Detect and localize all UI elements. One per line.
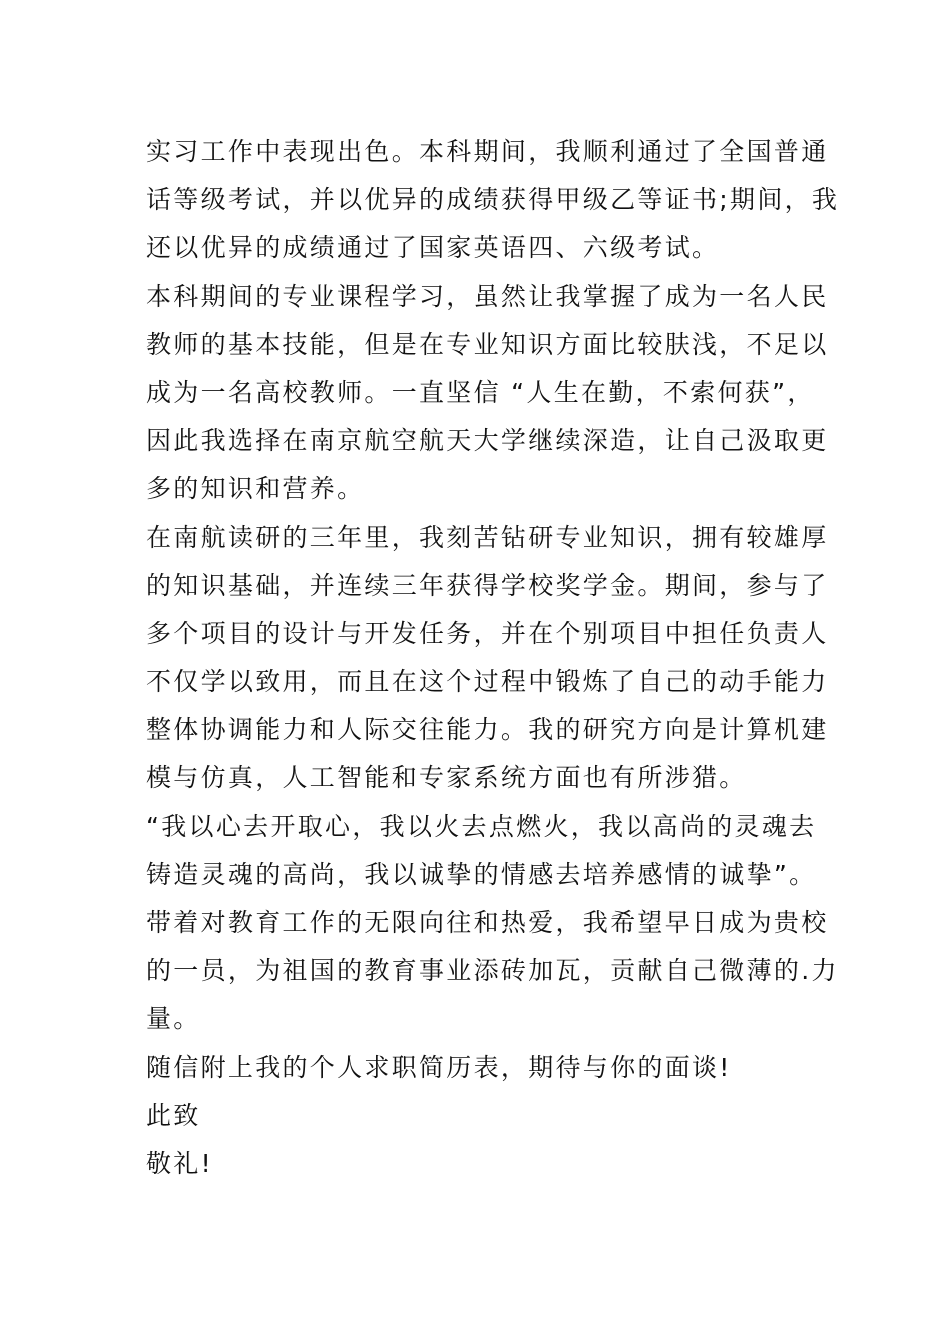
text-line: 教师的基本技能，但是在专业知识方面比较肤浅，不足以	[146, 329, 829, 359]
text-line: 带着对教育工作的无限向往和热爱，我希望早日成为贵校	[146, 908, 829, 937]
text-line: 多个项目的设计与开发任务，并在个别项目中担任负责人	[146, 618, 829, 648]
text-line: 话等级考试，并以优异的成绩获得甲级乙等证书;期间，我	[146, 185, 840, 215]
letter-body	[146, 128, 840, 1188]
text-line: 的知识基础，并连续三年获得学校奖学金。期间，参与了	[146, 570, 829, 600]
text-line: 在南航读研的三年里，我刻苦钻研专业知识，拥有较雄厚	[146, 522, 829, 552]
closing-line: 此致	[146, 1100, 201, 1130]
text-line: 成为一名高校教师。一直坚信 “人生在勤，不索何获”，	[146, 377, 815, 407]
salutation-line: 敬礼!	[146, 1148, 213, 1178]
text-line: 不仅学以致用，而且在这个过程中锻炼了自己的动手能力	[146, 667, 829, 697]
text-line: 多的知识和营养。	[146, 474, 365, 504]
text-line: 实习工作中表现出色。本科期间，我顺利通过了全国普通	[146, 137, 829, 166]
text-line: 还以优异的成绩通过了国家英语四、六级考试。	[146, 233, 720, 263]
text-line: 因此我选择在南京航空航天大学继续深造，让自己汲取更	[146, 426, 829, 456]
text-line: 量。	[146, 1004, 201, 1034]
text-line: “我以心去开取心，我以火去点燃火，我以高尚的灵魂去	[146, 811, 817, 841]
text-line: 随信附上我的个人求职简历表，期待与你的面谈!	[146, 1052, 732, 1082]
text-line: 本科期间的专业课程学习，虽然让我掌握了成为一名人民	[146, 281, 829, 311]
text-line: 铸造灵魂的高尚，我以诚挚的情感去培养感情的诚挚”。	[146, 859, 817, 889]
text-line: 模与仿真，人工智能和专家系统方面也有所涉猎。	[146, 763, 747, 793]
text-line: 的一员，为祖国的教育事业添砖加瓦，贡献自己微薄的.力	[146, 956, 839, 986]
text-line: 整体协调能力和人际交往能力。我的研究方向是计算机建	[146, 715, 829, 745]
